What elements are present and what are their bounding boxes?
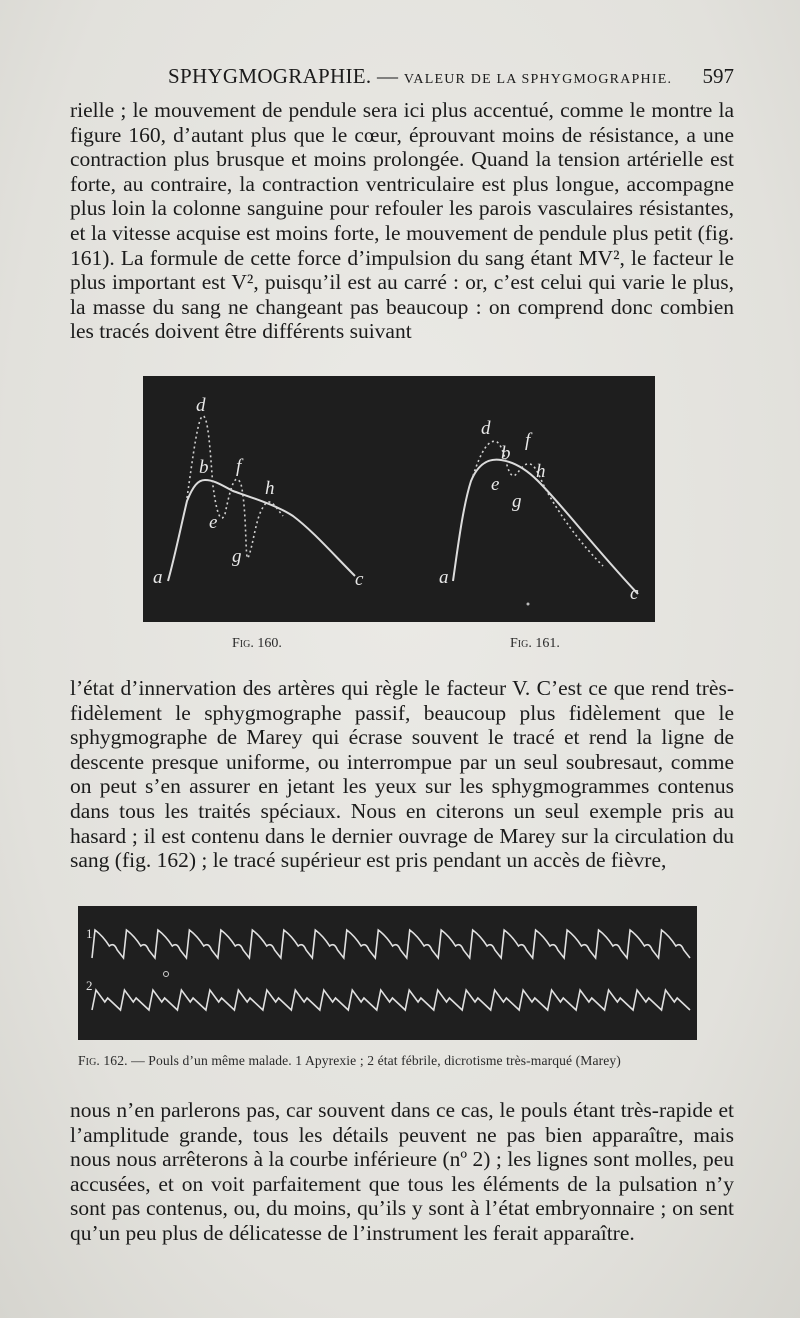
fig161-label-d: d xyxy=(481,418,491,439)
trace-2-label: 2 xyxy=(86,978,93,993)
figure-162-plate xyxy=(78,906,697,1040)
running-title: SPHYGMOGRAPHIE. — VALEUR DE LA SPHYGMOGRAPHIE. xyxy=(168,64,673,88)
fig160-label-f: f xyxy=(236,456,242,477)
fig160-label-h: h xyxy=(265,478,275,499)
fig162-caption: Fig. 162. — Pouls d’un même malade. 1 Apyrexie ; 2 état fébrile, dicrotisme très-marqué (Marey) xyxy=(78,1053,621,1068)
fig160-caption: Fig. 160. xyxy=(232,636,282,651)
fig161-label-b: b xyxy=(501,443,511,464)
pulse-traces-svg xyxy=(78,906,697,1040)
trace-1-label: 1 xyxy=(86,926,93,941)
fig161-label-c: c xyxy=(630,583,639,604)
fig161-label-a: a xyxy=(439,567,449,588)
fig161-label-h: h xyxy=(536,461,546,482)
fig161-label-f: f xyxy=(525,430,531,451)
fig160-label-c: c xyxy=(355,569,364,590)
figure-160-161-plate xyxy=(143,376,655,622)
running-header xyxy=(70,64,734,92)
fig160-label-e: e xyxy=(209,512,218,533)
fig161-caption: Fig. 161. xyxy=(510,636,560,651)
fig160-label-b: b xyxy=(199,457,209,478)
fig160-label-d: d xyxy=(196,395,206,416)
fig160-label-g: g xyxy=(232,546,242,567)
page-number: 597 xyxy=(702,64,734,88)
pulse-curves-svg xyxy=(143,376,655,622)
paragraph-3: nous n’en parlerons pas, car souvent dans ce cas, le pouls étant très-rapide et l’amplitude grande, tous les détails peuvent ne pas bien apparaître, mais nous nous arrêterons à la courbe inférieure (nº 2) ; les lignes sont molles, peu accusées, et on voit parfaitement que tous les éléments de la pulsation n’y sont pas contenus, ou, du moins, qu’ils y sont à l’état embryonnaire ; on sent qu’un peu plus de délicatesse de l’instrument les ferait apparaître. xyxy=(70,1098,734,1245)
fig161-label-g: g xyxy=(512,491,522,512)
fig161-label-e: e xyxy=(491,474,500,495)
paragraph-1: rielle ; le mouvement de pendule sera ici plus accentué, comme le montre la figure 160, d’autant plus que le cœur, éprouvant moins de résistance, a une contraction plus brusque et moins prolongée. Quand la tension artérielle est forte, au contraire, la contraction ventriculaire est plus longue, accompagne plus loin la colonne sanguine pour refouler les parois vasculaires résistantes, et la vitesse acquise est moins forte, le mouvement de pendule plus petit (fig. 161). La formule de cette force d’impulsion du sang étant MV², le facteur le plus important est V², puisqu’il est au carré : or, c’est celui qui varie le plus, la masse du sang ne changeant pas beaucoup : on comprend donc combien les tracés doivent être différents suivant xyxy=(70,98,734,344)
fig160-label-a: a xyxy=(153,567,163,588)
paragraph-2: l’état d’innervation des artères qui règle le facteur V. C’est ce que rend très-fidèlement le sphygmographe passif, beaucoup plus fidèlement que le sphygmographe de Marey qui écrase souvent le tracé et rend la ligne de descente presque uniforme, ou interrompue par un seul soubresaut, comme on peut s’en assurer en jetant les yeux sur les sphygmogrammes contenus dans tous les traités spéciaux. Nous en citerons un seul exemple pris au hasard ; il est contenu dans le dernier ouvrage de Marey sur la circulation du sang (fig. 162) ; le tracé supérieur est pris pendant un accès de fièvre, xyxy=(70,676,734,873)
